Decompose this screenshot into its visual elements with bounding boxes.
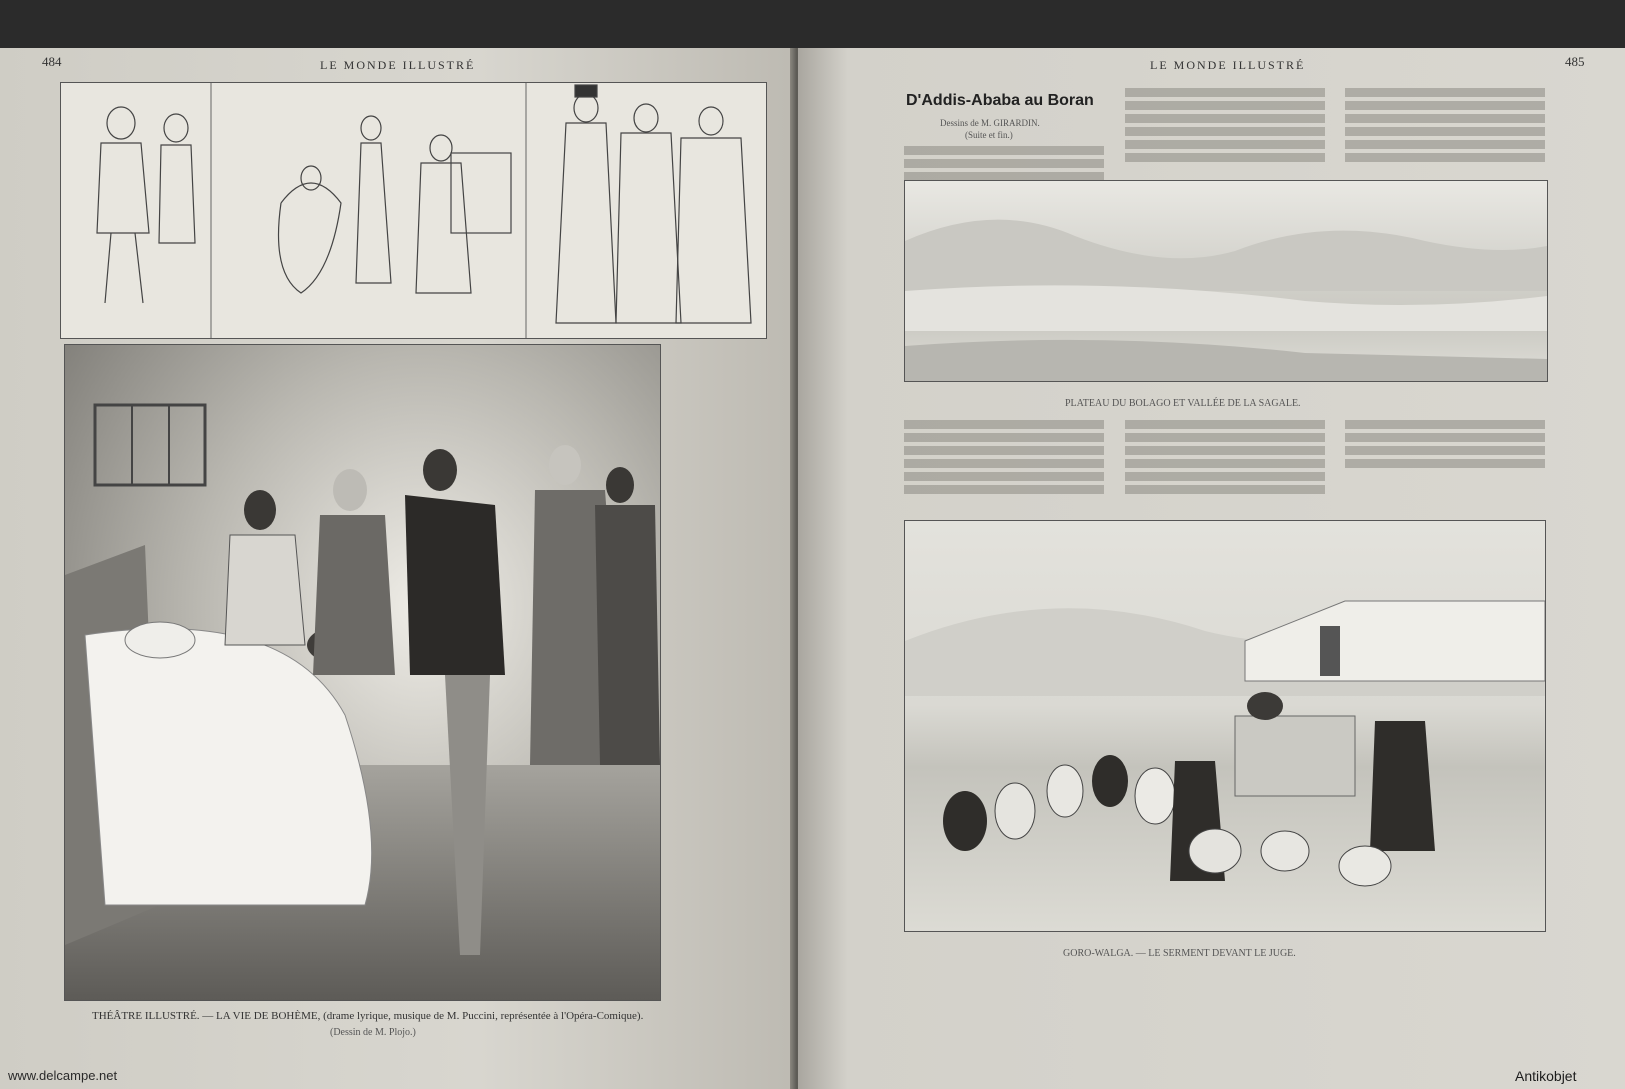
text-column-6 [1345, 420, 1545, 472]
text-column-3 [1345, 88, 1545, 166]
left-main-caption: THÉÂTRE ILLUSTRÉ. — LA VIE DE BOHÈME, (drame lyrique, musique de M. Puccini, représentée à l'Opéra-Comique). [92, 1010, 644, 1022]
article-byline-sub: (Suite et fin.) [965, 130, 1013, 140]
left-caption-credit: (Dessin de M. Plojo.) [330, 1027, 416, 1038]
right-page-number: 485 [1565, 54, 1585, 69]
delcampe-watermark: www.delcampe.net [8, 1068, 118, 1083]
article-byline: Dessins de M. GIRARDIN. [940, 118, 1040, 128]
landscape-engraving [904, 180, 1548, 382]
text-column-4 [904, 420, 1104, 498]
deathbed-scene [65, 345, 660, 1000]
landscape-caption: PLATEAU DU BOLAGO ET VALLÉE DE LA SAGALE. [1065, 398, 1301, 409]
plateau-landscape [905, 181, 1547, 381]
oath-before-judge [905, 521, 1545, 931]
text-column-5 [1125, 420, 1325, 498]
goro-walga-engraving [904, 520, 1546, 932]
article-title: D'Addis-Ababa au Boran [906, 92, 1094, 109]
text-column-2 [1125, 88, 1325, 166]
goro-walga-caption: GORO-WALGA. — LE SERMENT DEVANT LE JUGE. [1063, 948, 1296, 959]
top-engraving-triptych [60, 82, 767, 339]
seller-watermark: Antikobjet [1515, 1068, 1577, 1084]
right-running-head: LE MONDE ILLUSTRÉ [1150, 58, 1306, 72]
boheme-engraving [64, 344, 661, 1001]
left-page-number: 484 [42, 54, 62, 69]
left-running-head: LE MONDE ILLUSTRÉ [320, 58, 476, 72]
triptych-sketch [61, 83, 766, 338]
photo-background [0, 0, 1625, 48]
